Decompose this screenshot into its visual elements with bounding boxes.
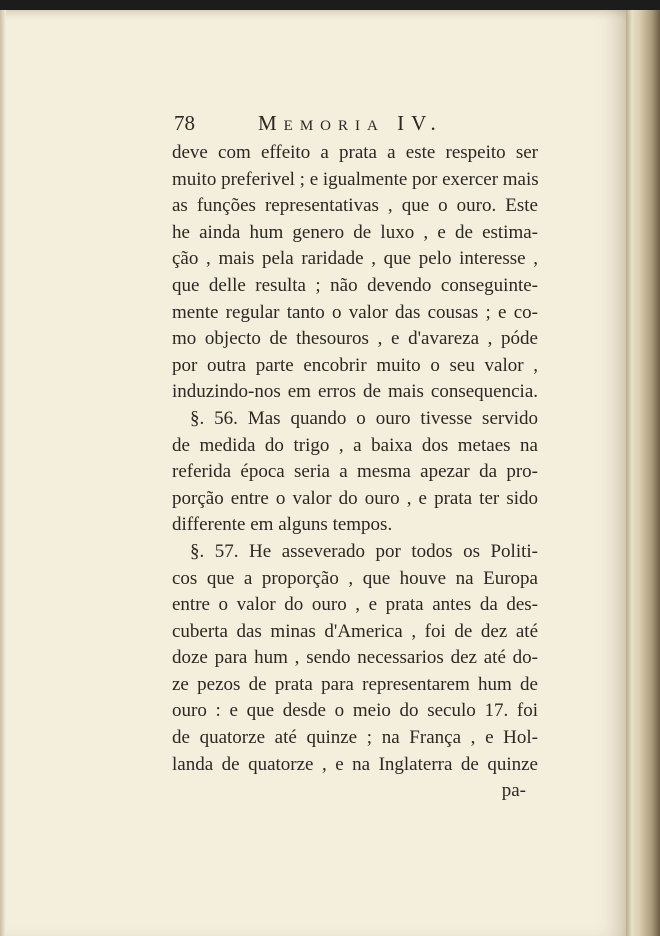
text-line: muito preferivel ; e igualmente por exercer mais (172, 168, 539, 190)
text-line: de quatorze até quinze ; na França , e Hol- (172, 727, 538, 749)
text-line: porção entre o valor do ouro , e prata ter sido (172, 487, 538, 509)
text-line: ção , mais pela raridade , que pelo interesse , (172, 248, 538, 270)
text-line: de medida do trigo , a baixa dos metaes na (172, 434, 538, 456)
text-line: cos que a proporção , que houve na Europa (172, 567, 538, 589)
text-line: he ainda hum genero de luxo , e de estima- (172, 221, 538, 243)
text-line: cuberta das minas d'America , foi de dez até (172, 620, 538, 642)
paragraph-section-56 (172, 406, 538, 539)
text-line: entre o valor do ouro , e prata antes da des- (172, 594, 538, 616)
text-line: induzindo-nos em erros de mais consequencia. (172, 381, 538, 403)
catchword: pa- (501, 780, 526, 802)
paragraph-section-57 (172, 539, 538, 778)
text-line: ouro : e que desde o meio do seculo 17. foi (172, 700, 538, 722)
catchword-line (172, 778, 538, 804)
page-text (172, 108, 538, 804)
page-header (172, 108, 538, 134)
text-line: as funções representativas , que o ouro. Este (172, 195, 538, 217)
text-line: que delle resulta ; não devendo conseguinte- (172, 274, 538, 296)
text-line: ze pezos de prata para representarem hum de (172, 673, 538, 695)
text-line: deve com effeito a prata a este respeito ser (172, 142, 538, 163)
running-title: Memoria IV. (258, 111, 443, 135)
text-line: por outra parte encobrir muito o seu valor , (172, 354, 538, 376)
paragraph-1 (172, 140, 538, 406)
text-line: §. 56. Mas quando o ouro tivesse servido (190, 407, 538, 429)
text-line: referida época seria a mesma apezar da pro- (172, 461, 538, 483)
text-line: landa de quatorze , e na Inglaterra de quinze (172, 753, 538, 775)
text-line: doze para hum , sendo necessarios dez até do- (172, 647, 538, 669)
text-line: §. 57. He asseverado por todos os Politi- (190, 540, 538, 562)
page-gutter (0, 10, 6, 936)
page-number: 78 (174, 111, 195, 135)
text-line: differente em alguns tempos. (172, 514, 393, 536)
text-line: mo objecto de thesouros , e d'avareza , póde (172, 328, 538, 350)
page-edge-right (626, 10, 660, 936)
text-line: mente regular tanto o valor das cousas ; e co- (172, 301, 538, 323)
